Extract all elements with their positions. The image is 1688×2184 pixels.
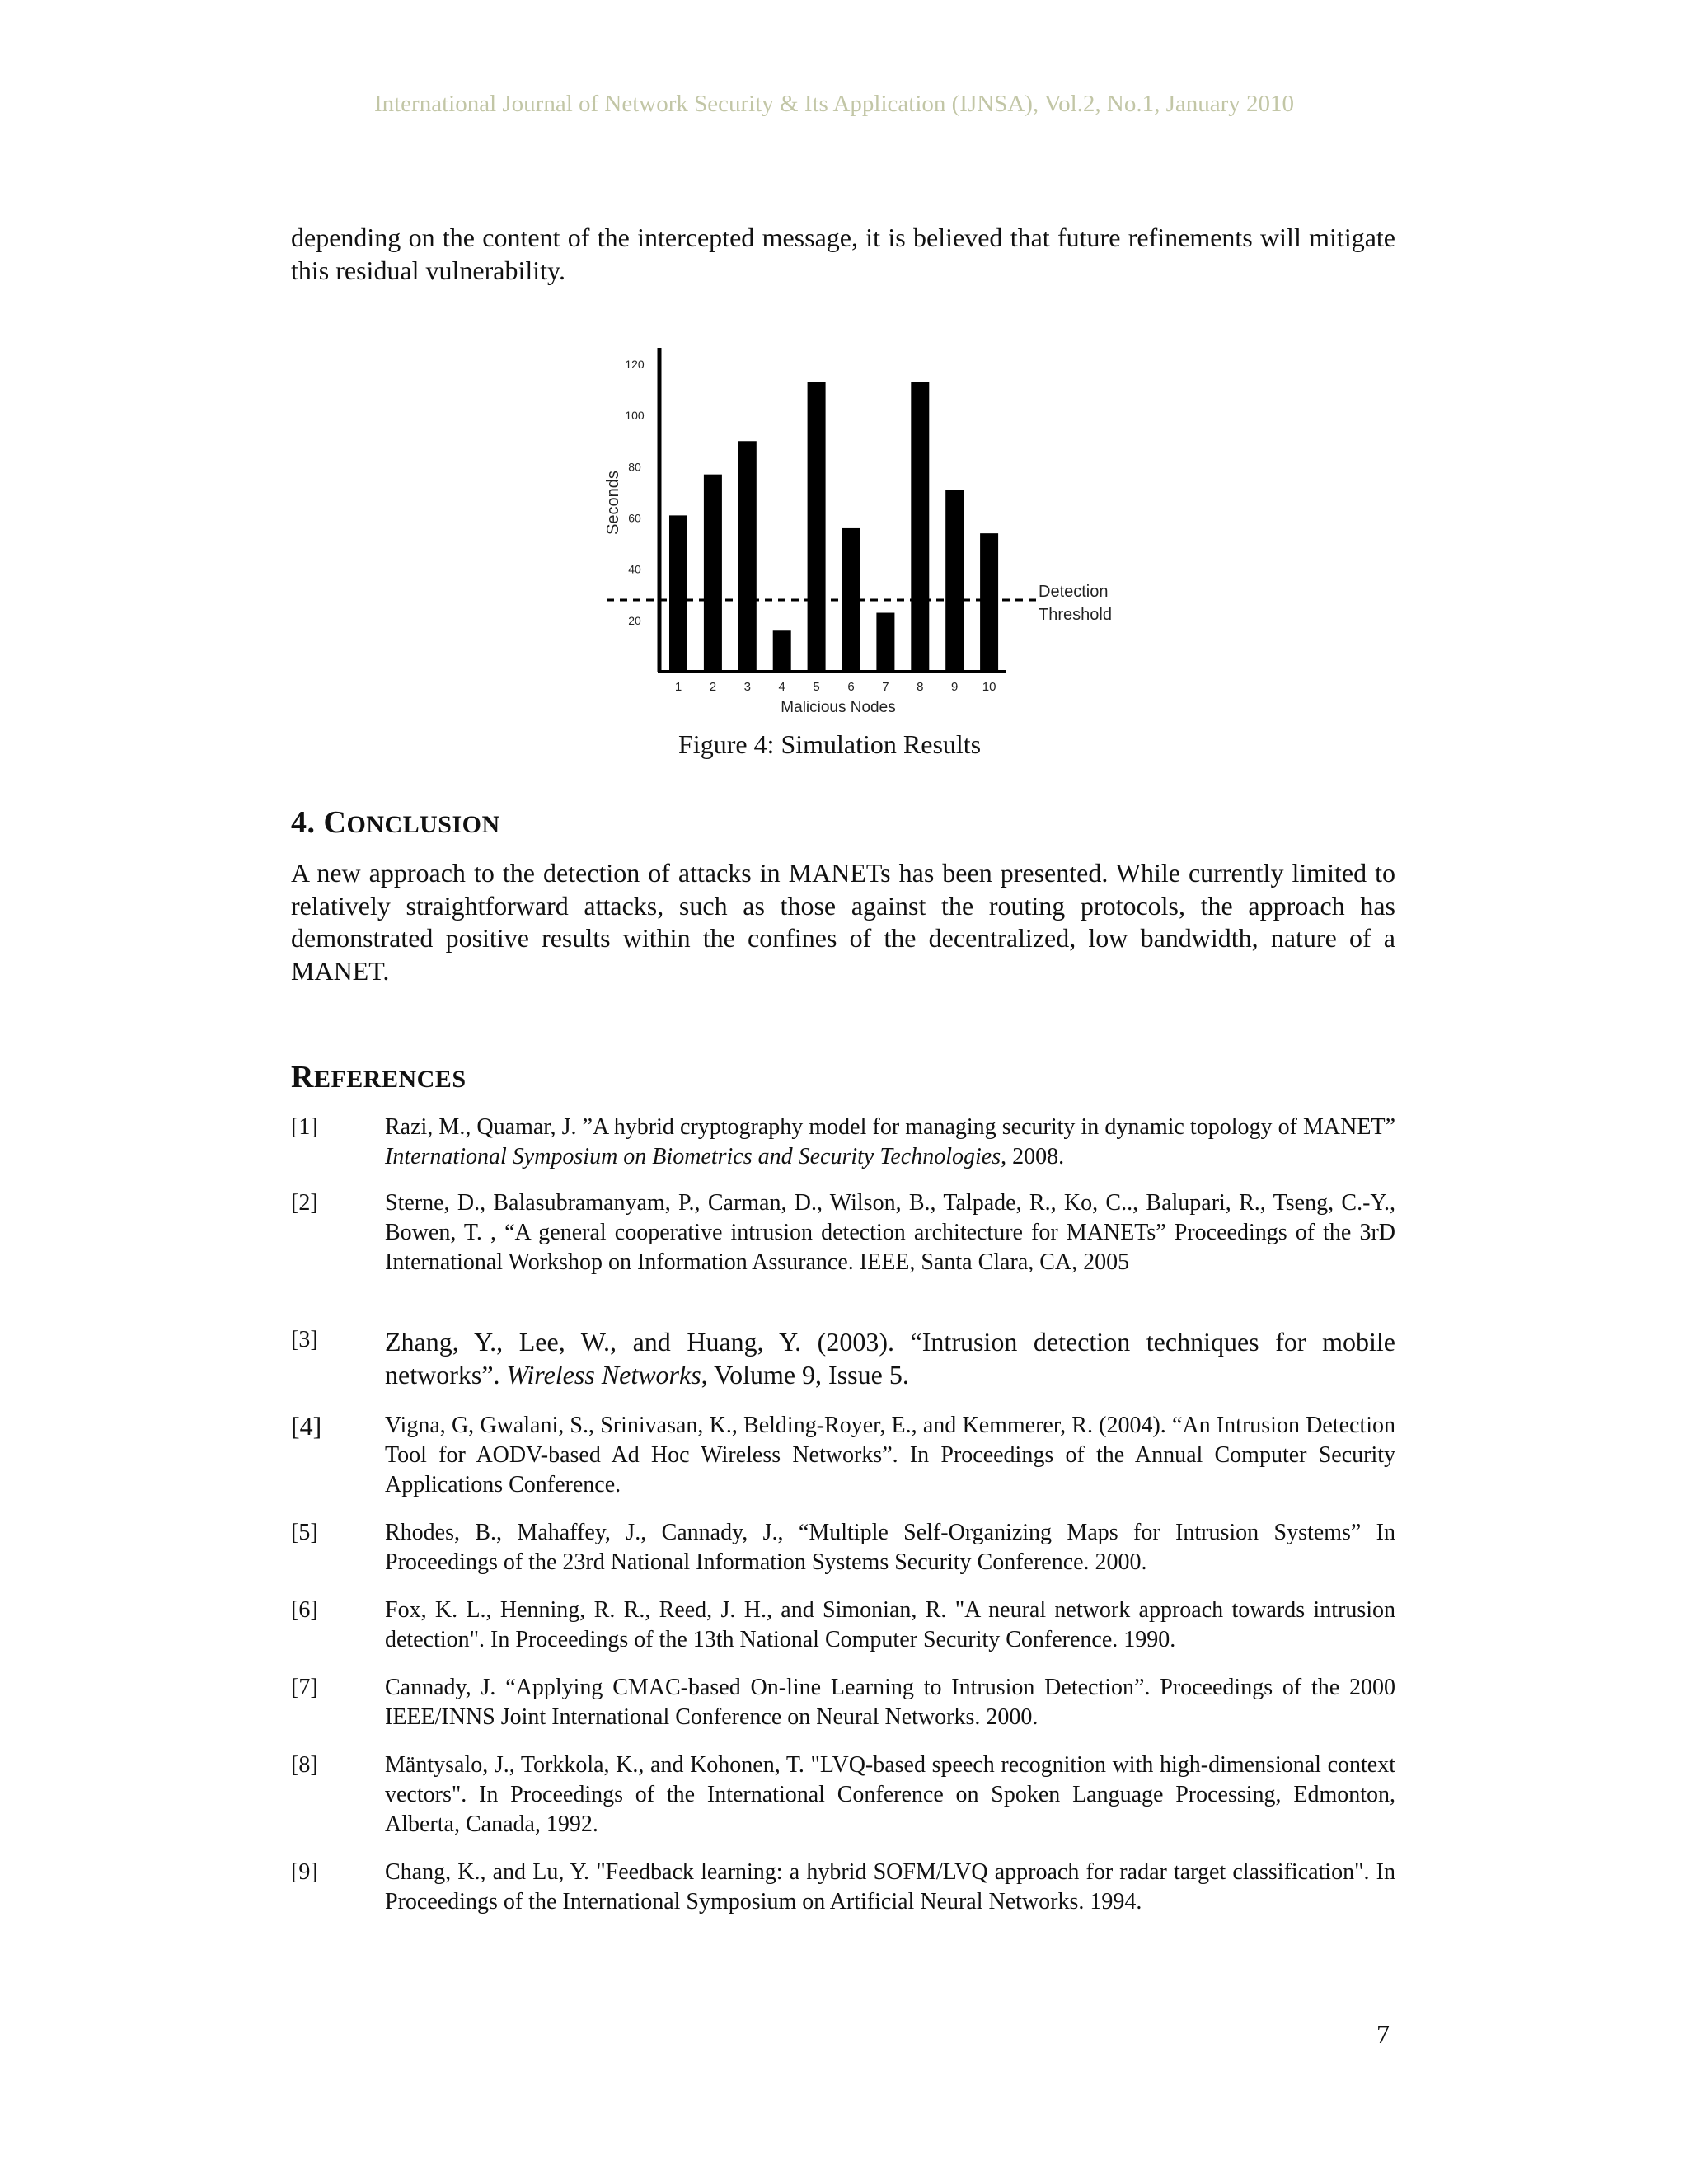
- y-tick-label: 60: [628, 511, 641, 525]
- x-axis-label: Malicious Nodes: [781, 699, 896, 716]
- figure-4-chart: [593, 338, 1137, 725]
- figure-caption: Figure 4: Simulation Results: [678, 729, 982, 759]
- conclusion-heading: 4. CONCLUSION: [291, 805, 500, 840]
- y-tick-label: 20: [628, 613, 641, 627]
- x-tick-label: 3: [743, 680, 751, 694]
- bar-node-5: [808, 382, 826, 672]
- x-tick-label: 4: [778, 680, 785, 694]
- page-number: 7: [1376, 2019, 1390, 2049]
- bar-node-10: [980, 533, 998, 672]
- x-tick-label: 5: [813, 680, 820, 694]
- threshold-label-line2: Threshold: [1039, 605, 1112, 624]
- threshold-label-line1: Detection: [1039, 582, 1109, 601]
- bar-node-9: [945, 490, 964, 672]
- intro-paragraph: depending on the content of the intercepted message, it is believed that future refinements will mitigate this residual vulnerability.: [291, 223, 1395, 285]
- y-tick-label: 80: [628, 460, 641, 474]
- running-header: International Journal of Network Security & Its Application (IJNSA), Vol.2, No.1, January 2010: [373, 91, 1295, 117]
- bar-node-7: [876, 613, 894, 672]
- y-tick-label: 40: [628, 562, 641, 576]
- bar-node-4: [773, 630, 791, 672]
- x-tick-label: 1: [674, 680, 682, 694]
- bar-node-2: [704, 475, 722, 672]
- bar-node-3: [738, 441, 757, 672]
- x-tick-label: 7: [882, 680, 889, 694]
- bar-chart: [593, 338, 1137, 725]
- y-axis-label: Seconds: [604, 471, 622, 535]
- x-tick-label: 9: [951, 680, 959, 694]
- y-tick-label: 100: [625, 409, 645, 423]
- conclusion-paragraph: A new approach to the detection of attacks in MANETs has been presented. While currently limited to relatively straightforward attacks, such as those against the routing protocols, the approach has demonstrated positive results within the confines of the decentralized, low bandwidth, nature of a MANET.: [291, 858, 1395, 986]
- bar-node-1: [669, 515, 687, 672]
- x-tick-label: 8: [917, 680, 924, 694]
- x-tick-label: 2: [709, 680, 717, 694]
- x-tick-label: 6: [847, 680, 855, 694]
- bar-node-8: [911, 382, 929, 672]
- x-tick-label: 10: [982, 680, 996, 694]
- y-tick-label: 120: [625, 358, 645, 371]
- references-heading: REFERENCES: [291, 1060, 467, 1094]
